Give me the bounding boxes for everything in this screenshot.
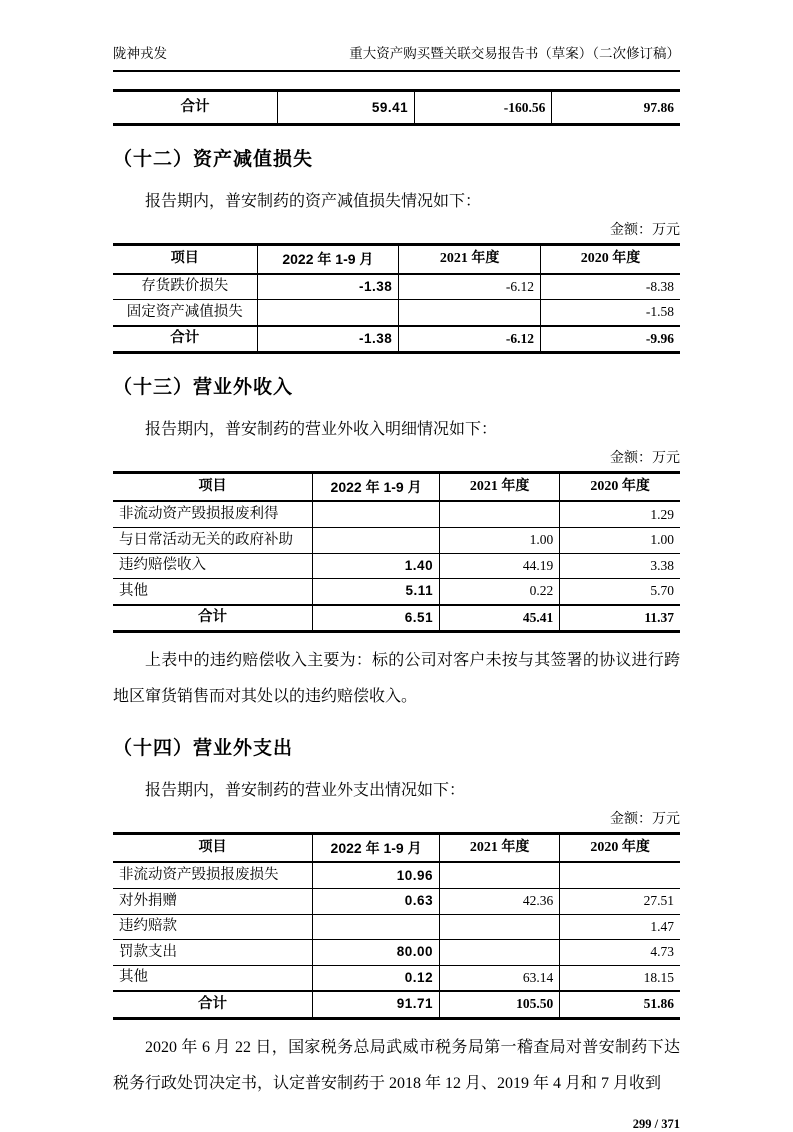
value-cell: 63.14 xyxy=(440,965,560,991)
value-cell: -6.12 xyxy=(399,326,541,353)
value-cell: 6.51 xyxy=(313,605,440,632)
value-cell: 1.47 xyxy=(560,914,680,940)
unit-note: 金额：万元 xyxy=(610,222,680,238)
value-cell: 10.96 xyxy=(313,862,440,888)
row-label-cell: 与日常活动无关的政府补助 xyxy=(113,528,313,554)
value-cell xyxy=(440,862,560,888)
intro-paragraph: 报告期内，普安制药的营业外收入明细情况如下： xyxy=(145,420,498,438)
header-report-title: 重大资产购买暨关联交易报告书（草案）（二次修订稿） xyxy=(349,46,680,61)
intro-paragraph: 报告期内，普安制药的营业外支出情况如下： xyxy=(145,781,466,799)
table-total-row xyxy=(113,605,680,632)
table-header-cell: 2022 年 1-9 月 xyxy=(257,244,399,273)
table-row xyxy=(113,579,680,605)
financial-table xyxy=(113,243,680,355)
table-header-cell: 项目 xyxy=(113,244,257,273)
value-cell: -1.38 xyxy=(257,274,399,300)
value-cell xyxy=(440,940,560,966)
running-header xyxy=(113,46,680,72)
report-section xyxy=(113,376,680,715)
row-label-cell: 合计 xyxy=(113,991,313,1018)
report-section xyxy=(113,737,680,1102)
table-header-cell: 项目 xyxy=(113,472,313,501)
sections-container xyxy=(113,148,680,1101)
table-row xyxy=(113,940,680,966)
value-cell xyxy=(313,501,440,527)
row-label-cell: 固定资产减值损失 xyxy=(113,300,257,326)
table-header-cell: 2021 年度 xyxy=(440,833,560,862)
table-header-row xyxy=(113,472,680,501)
financial-table xyxy=(113,832,680,1020)
value-cell xyxy=(313,914,440,940)
row-label-cell: 违约赔偿收入 xyxy=(113,553,313,579)
row-label-cell: 对外捐赠 xyxy=(113,889,313,915)
value-cell: -1.58 xyxy=(541,300,680,326)
value-cell: 91.71 xyxy=(313,991,440,1018)
intro-paragraph: 报告期内，普安制药的资产减值损失情况如下： xyxy=(145,193,482,211)
value-cell: -9.96 xyxy=(541,326,680,353)
row-label-cell: 非流动资产毁损报废利得 xyxy=(113,501,313,527)
value-cell: -1.38 xyxy=(257,326,399,353)
note-paragraph: 2020 年 6 月 22 日，国家税务总局武威市税务局第一稽查局对普安制药下达税务行政处罚决定书，认定普安制药于 2018 年 12 月、2019 年 4 月和 7 月收到 xyxy=(113,1038,680,1092)
value-cell: -6.12 xyxy=(399,274,541,300)
value-cell: 44.19 xyxy=(440,553,560,579)
value-cell: 0.63 xyxy=(313,889,440,915)
table-header-cell: 2021 年度 xyxy=(440,472,560,501)
value-cell: 0.12 xyxy=(313,965,440,991)
report-section xyxy=(113,148,680,354)
table-total-row xyxy=(113,90,680,125)
value-cell: -8.38 xyxy=(541,274,680,300)
value-cell: 1.00 xyxy=(440,528,560,554)
value-cell xyxy=(257,300,399,326)
value-cell: 42.36 xyxy=(440,889,560,915)
value-cell: 1.29 xyxy=(560,501,680,527)
value-cell xyxy=(399,300,541,326)
table-header-cell: 2022 年 1-9 月 xyxy=(313,472,440,501)
table-header-cell: 2020 年度 xyxy=(560,472,680,501)
table-total-row xyxy=(113,326,680,353)
value-cell xyxy=(560,862,680,888)
financial-table xyxy=(113,471,680,634)
row-label-cell: 非流动资产毁损报废损失 xyxy=(113,862,313,888)
value-cell: 97.86 xyxy=(552,90,680,125)
value-cell: 3.38 xyxy=(560,553,680,579)
table-row xyxy=(113,274,680,300)
value-cell xyxy=(440,501,560,527)
table-header-cell: 项目 xyxy=(113,833,313,862)
table-total-row xyxy=(113,991,680,1018)
table-row xyxy=(113,862,680,888)
table-row xyxy=(113,914,680,940)
value-cell: 51.86 xyxy=(560,991,680,1018)
value-cell: 27.51 xyxy=(560,889,680,915)
table-row xyxy=(113,501,680,527)
row-label-cell: 合计 xyxy=(180,98,210,115)
row-label-cell: 合计 xyxy=(113,605,313,632)
table-header-cell: 2020 年度 xyxy=(541,244,680,273)
value-cell: 45.41 xyxy=(440,605,560,632)
value-cell: 105.50 xyxy=(440,991,560,1018)
table-row xyxy=(113,965,680,991)
value-cell: -160.56 xyxy=(415,90,552,125)
section-heading: （十四）营业外支出 xyxy=(113,738,294,760)
section-heading: （十三）营业外收入 xyxy=(113,377,294,399)
table-header-cell: 2021 年度 xyxy=(399,244,541,273)
value-cell: 4.73 xyxy=(560,940,680,966)
row-label-cell: 存货跌价损失 xyxy=(113,274,257,300)
unit-note: 金额：万元 xyxy=(610,450,680,466)
value-cell: 5.70 xyxy=(560,579,680,605)
row-label-cell: 合计 xyxy=(113,326,257,353)
value-cell: 1.40 xyxy=(313,553,440,579)
table-row xyxy=(113,528,680,554)
note-paragraph: 上表中的违约赔偿收入主要为：标的公司对客户未按与其签署的协议进行跨地区窜货销售而对其处以的违约赔偿收入。 xyxy=(113,652,680,706)
value-cell: 11.37 xyxy=(560,605,680,632)
table-header-cell: 2020 年度 xyxy=(560,833,680,862)
carryover-total-table xyxy=(113,89,680,127)
row-label-cell: 罚款支出 xyxy=(113,940,313,966)
row-label-cell: 其他 xyxy=(113,579,313,605)
value-cell: 5.11 xyxy=(313,579,440,605)
value-cell: 0.22 xyxy=(440,579,560,605)
value-cell: 59.41 xyxy=(277,90,414,125)
row-label-cell: 违约赔款 xyxy=(113,914,313,940)
value-cell xyxy=(313,528,440,554)
table-row xyxy=(113,553,680,579)
value-cell xyxy=(440,914,560,940)
table-header-row xyxy=(113,833,680,862)
value-cell: 1.00 xyxy=(560,528,680,554)
table-header-row xyxy=(113,244,680,273)
page-number: 299 / 371 xyxy=(632,1116,680,1131)
table-row xyxy=(113,300,680,326)
header-company-name: 陇神戎发 xyxy=(113,46,167,61)
value-cell: 80.00 xyxy=(313,940,440,966)
table-row xyxy=(113,889,680,915)
table-header-cell: 2022 年 1-9 月 xyxy=(313,833,440,862)
row-label-cell: 其他 xyxy=(113,965,313,991)
unit-note: 金额：万元 xyxy=(610,811,680,827)
section-heading: （十二）资产减值损失 xyxy=(113,149,314,171)
value-cell: 18.15 xyxy=(560,965,680,991)
